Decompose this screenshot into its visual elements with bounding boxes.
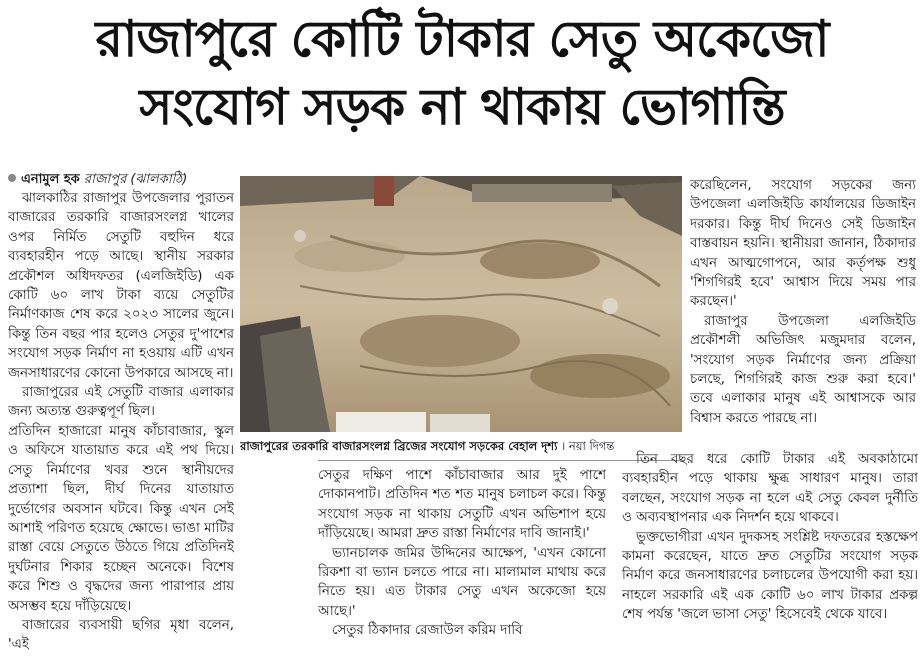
- headline-line-2: সংযোগ সড়ক না থাকায় ভোগান্তি: [139, 78, 785, 136]
- paragraph: রাজাপুরের এই সেতুটি বাজার এলাকার জন্য অত্যন্ত গুরুত্বপূর্ণ ছিল।: [8, 385, 234, 420]
- paragraph: বাজারের ব্যবসায়ী ছগির মৃধা বলেন, 'এই: [8, 617, 234, 653]
- article-column-left: [8, 170, 234, 666]
- headline-line-1: রাজাপুরে কোটি টাকার সেতু অকেজো: [95, 10, 829, 68]
- article-column-right-lower: [622, 450, 918, 666]
- byline: [8, 170, 234, 189]
- bridge-road-photo: [240, 176, 682, 432]
- article-column-middle: [318, 466, 606, 666]
- paragraph: ভ্যানচালক জমির উদ্দিনের আক্ষেপ, 'এখন কোনো রিকশা বা ভ্যান চলতে পারে না। মালামাল মাথায় করে নিতে হয়। এত টাকার সেতু এখন অকেজো হয়ে আছে।': [318, 545, 606, 619]
- photo-credit: নয়া দিগন্ত: [568, 439, 615, 453]
- bullet-icon: [8, 174, 16, 182]
- article-column-right: [690, 176, 916, 432]
- caption-text: রাজাপুরের তরকারি বাজারসংলগ্ন ব্রিজের সংযোগ সড়কের বেহাল দৃশ্য: [240, 439, 558, 453]
- paragraph: তিন বছর ধরে কোটি টাকার এই অবকাঠামো ব্যবহারহীন পড়ে থাকায় ক্ষুব্ধ সাধারণ মানুষ। তারা বলছেন, সংযোগ সড়ক না হলে এই সেতু কেবল দুর্নীতি ও অব্যবস্থাপনার এক নিদর্শন হয়ে থাকবে।: [622, 452, 918, 526]
- photo-caption: [240, 435, 682, 457]
- paragraph: সেতুর দক্ষিণ পাশে কাঁচাবাজার আর দুই পাশে দোকানপাট। প্রতিদিন শত শত মানুষ চলাচল করে। কিন্তু সংযোগ সড়ক না থাকায় সেতুটি এখন অভিশাপ হয়ে দাঁড়িয়েছে। আমরা দ্রুত রাস্তা নির্মাণের দাবি জানাই।': [318, 468, 606, 542]
- caption-separator: ।: [561, 439, 566, 453]
- byline-author: এনামুল হক: [21, 172, 80, 187]
- byline-location: রাজাপুর (ঝালকাঠি): [83, 172, 188, 187]
- paragraph: ঝালকাঠির রাজাপুর উপজেলার পুরাতন বাজারের তরকারি বাজারসংলগ্ন খালের ওপর নির্মিত সেতুটি বহুদিন ধরে ব্যবহারহীন পড়ে আছে। স্থানীয় সরকার প্রকৌশল অধিদফতর (এলজিইডি) এক কোটি ৬০ লাখ টাকা ব্যয়ে সেতুটির নির্মাণকাজ শেষ করে ২০২৩ সালের জুনে। কিন্তু তিন বছর পার হলেও সেতুর দু'পাশের সংযোগ সড়ক নির্মাণ না হওয়ায় এটি এখন জনসাধারণের কোনো উপকারে আসছে না।: [8, 191, 234, 381]
- paragraph: সেতুর ঠিকাদার রেজাউল করিম দাবি: [332, 623, 523, 639]
- paragraph: ভুক্তভোগীরা এখন দুদকসহ সংশ্লিষ্ট দফতরের হস্তক্ষেপ কামনা করেছেন, যাতে দ্রুত সেতুটির সংযোগ সড়ক নির্মাণ করে জনসাধারণের চলাচলের উপযোগী করা হয়। নাহলে সরকারি এই এক কোটি ৬০ লাখ টাকার প্রকল্প শেষ পর্যন্ত 'জলে ভাসা সেতু' হিসেবেই থেকে যাবে।: [622, 529, 918, 623]
- paragraph: প্রতিদিন হাজারো মানুষ কাঁচাবাজার, স্কুল ও অফিসে যাতায়াত করে এই পথ দিয়ে। সেতু নির্মাণের খবর শুনে স্থানীয়দের প্রত্যাশা ছিল, দীর্ঘ দিনের যাতায়াত দুর্ভোগের অবসান ঘটবে। কিন্তু এখন সেই আশাই পরিণত হয়েছে ক্ষোভে। ভাঙা মাটির রাস্তা বেয়ে সেতুতে উঠতে গিয়ে প্রতিদিনই দুর্ঘটনার শিকার হচ্ছেন অনেকে। বিশেষ করে শিশু ও বৃদ্ধদের জন্য পারাপার প্রায় অসম্ভব হয়ে দাঁড়িয়েছে।: [8, 423, 234, 614]
- paragraph: করেছিলেন, সংযোগ সড়কের জন্য উপজেলা এলজিইডি কার্যালয়ের ডিজাইন দরকার। কিন্তু দীর্ঘ দিনেও সেই ডিজাইন বাস্তবায়ন হয়নি। স্থানীয়রা জানান, ঠিকাদার এখন আত্মগোপনে, আর কর্তৃপক্ষ শুধু 'শিগগিরই হবে' আশ্বাস দিয়ে সময় পার করছেন।': [690, 178, 916, 310]
- paragraph: রাজাপুর উপজেলা এলজিইডি প্রকৌশলী অভিজিৎ মজুমদার বলেন, 'সংযোগ সড়ক নির্মাণের জন্য প্রক্রিয়া চলছে, শিগগিরই কাজ শুরু করা হবে।' তবে এলাকার মানুষ এই আশ্বাসকে আর বিশ্বাস করতে পারছে না।: [690, 313, 916, 426]
